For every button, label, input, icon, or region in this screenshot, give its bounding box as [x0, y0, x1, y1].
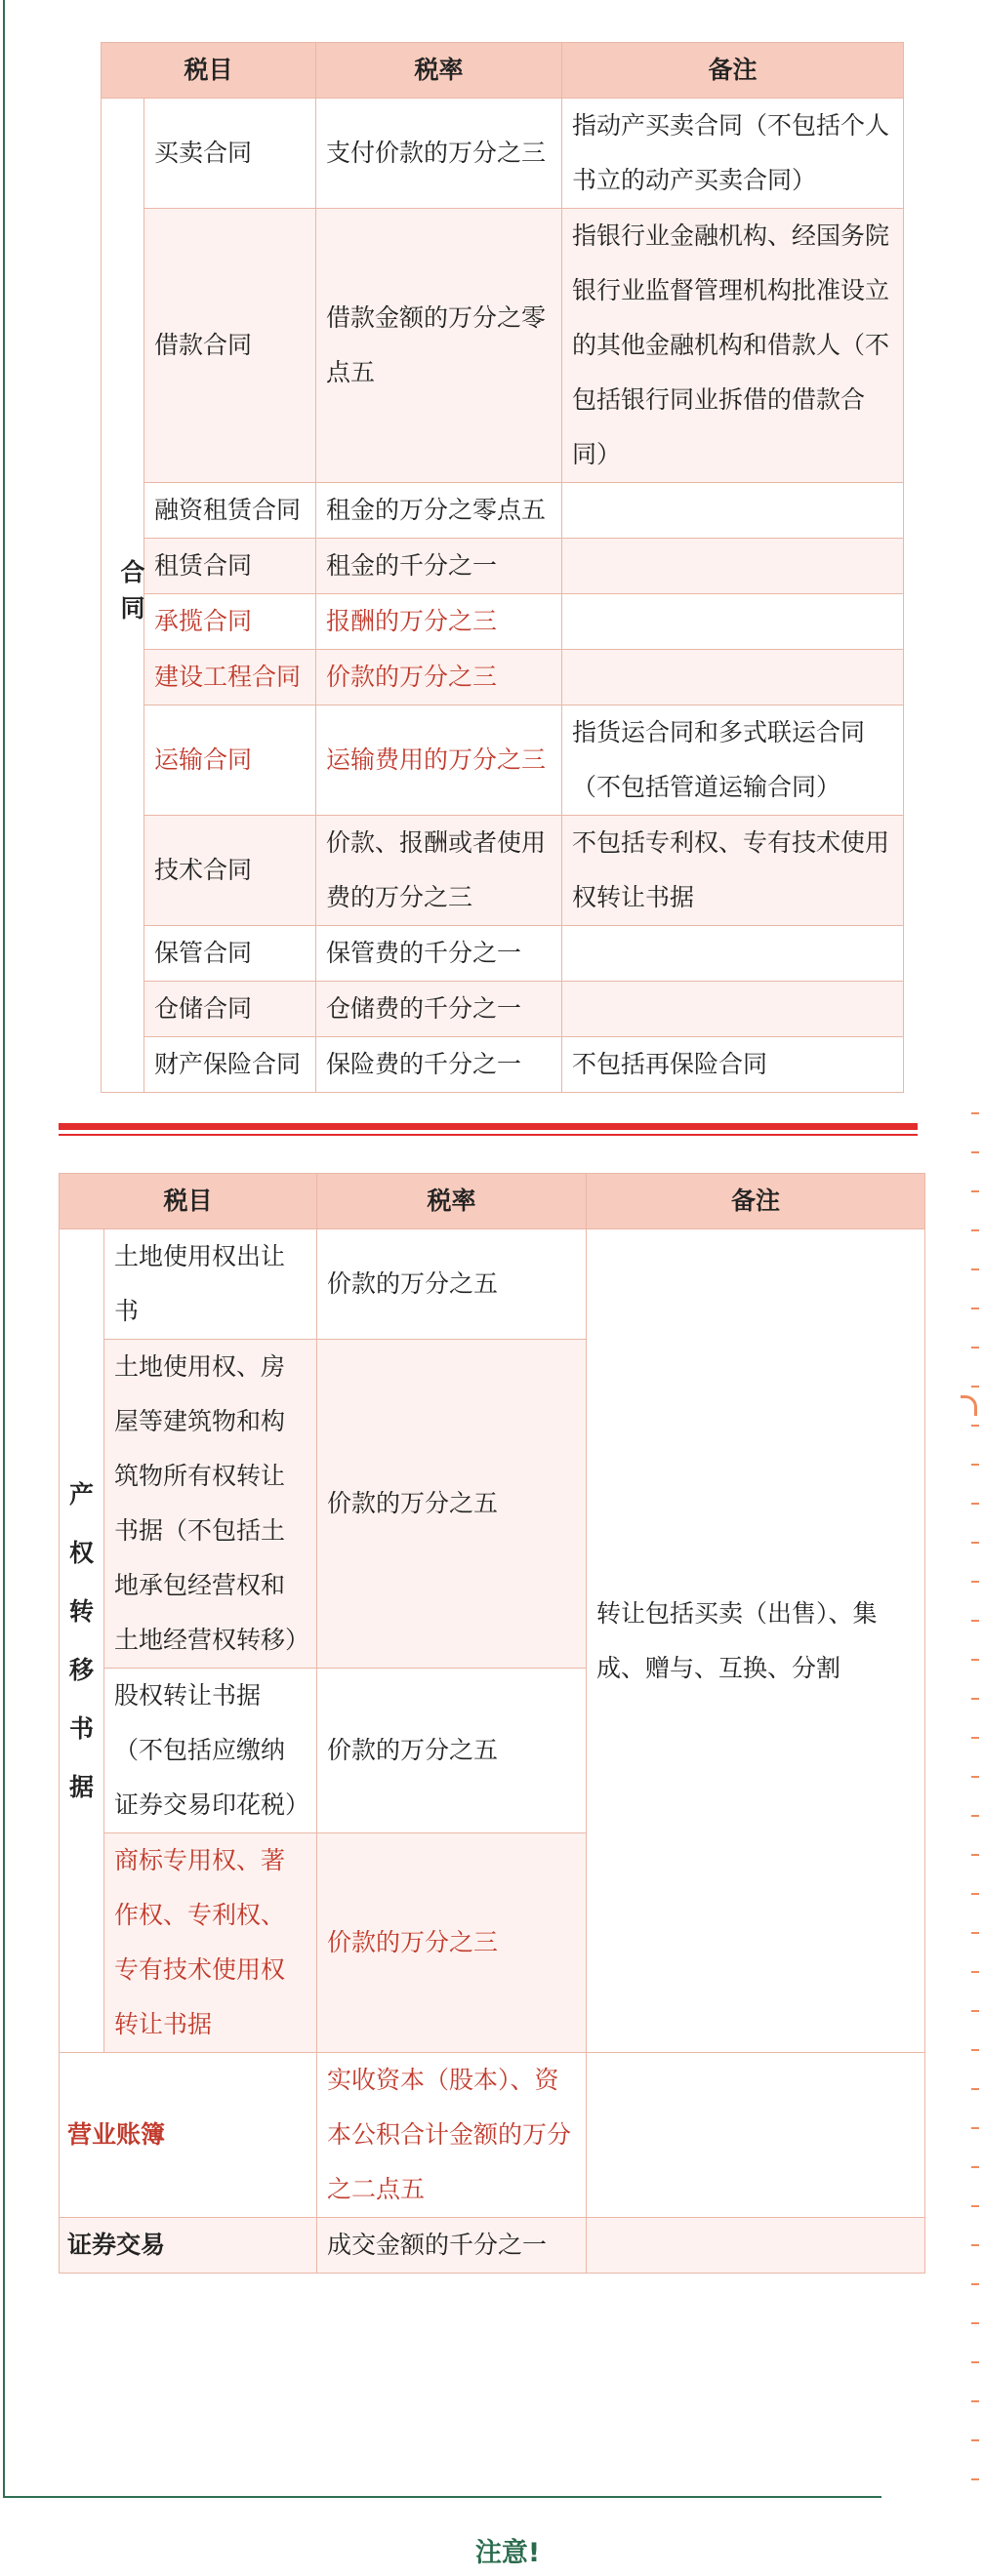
contract-tax-table — [101, 42, 904, 1093]
item-cell: 运输合同 — [144, 705, 316, 816]
edge-tick — [971, 2205, 979, 2207]
note-cell: 不包括再保险合同 — [562, 1037, 904, 1093]
table-row — [102, 982, 904, 1037]
frame-border-bottom — [3, 2496, 881, 2498]
section-separator-thin — [59, 1134, 918, 1136]
edge-tick — [971, 1503, 979, 1505]
edge-tick — [971, 1229, 979, 1231]
table-row — [60, 1229, 925, 1340]
category-contract — [102, 99, 144, 1093]
rate-cell: 价款的万分之三 — [316, 650, 562, 705]
table-row — [102, 483, 904, 539]
edge-tick — [971, 1620, 979, 1622]
rate-cell: 租金的千分之一 — [316, 539, 562, 594]
decorative-edge-ticks — [969, 1112, 979, 2576]
note-cell — [587, 2053, 925, 2218]
note-cell — [562, 650, 904, 705]
rate-cell: 租金的万分之零点五 — [316, 483, 562, 539]
table-row — [102, 209, 904, 483]
edge-tick — [971, 2010, 979, 2012]
edge-tick — [971, 1737, 979, 1739]
item-cell: 租赁合同 — [144, 539, 316, 594]
item-cell: 营业账簿 — [60, 2053, 317, 2218]
header-tax-item: 税目 — [102, 43, 316, 99]
note-cell: 指货运合同和多式联运合同（不包括管道运输合同） — [562, 705, 904, 816]
rate-cell: 保险费的千分之一 — [316, 1037, 562, 1093]
table-row — [60, 2218, 925, 2274]
table-row — [102, 816, 904, 926]
edge-tick — [971, 2361, 979, 2363]
rate-cell: 仓储费的千分之一 — [316, 982, 562, 1037]
category-char: 书 — [68, 1713, 94, 1743]
item-cell: 借款合同 — [144, 209, 316, 483]
edge-tick — [971, 1776, 979, 1778]
section-separator — [59, 1123, 918, 1130]
table-row — [60, 2053, 925, 2218]
transfer-tax-table — [59, 1173, 925, 2274]
item-cell: 土地使用权、房屋等建筑物和构筑物所有权转让书据（不包括土地承包经营权和土地经营权转移） — [104, 1340, 317, 1669]
table-header-row — [102, 43, 904, 99]
frame-border-left — [3, 0, 5, 2498]
rate-cell: 报酬的万分之三 — [316, 594, 562, 650]
note-cell — [562, 982, 904, 1037]
note-cell — [562, 539, 904, 594]
note-cell — [587, 2218, 925, 2274]
edge-tick — [971, 2400, 979, 2402]
edge-tick — [971, 1581, 979, 1583]
item-cell: 财产保险合同 — [144, 1037, 316, 1093]
edge-tick — [971, 1386, 979, 1388]
edge-tick — [971, 1347, 979, 1348]
table-row — [102, 705, 904, 816]
edge-tick — [971, 1464, 979, 1466]
item-cell: 融资租赁合同 — [144, 483, 316, 539]
rate-cell: 支付价款的万分之三 — [316, 99, 562, 209]
note-cell: 指动产买卖合同（不包括个人书立的动产买卖合同） — [562, 99, 904, 209]
table-header-row — [60, 1174, 925, 1229]
table-row — [102, 926, 904, 982]
note-cell — [562, 483, 904, 539]
edge-tick — [971, 1308, 979, 1309]
note-title: 注意! — [474, 2538, 541, 2568]
rate-cell: 成交金额的千分之一 — [317, 2218, 587, 2274]
table-row — [102, 99, 904, 209]
header-tax-item: 税目 — [60, 1174, 317, 1229]
edge-tick — [971, 1971, 979, 1973]
note-cell: 指银行业金融机构、经国务院银行业监督管理机构批准设立的其他金融机构和借款人（不包括银行同业拆借的借款合同） — [562, 209, 904, 483]
rate-cell: 保管费的千分之一 — [316, 926, 562, 982]
category-char: 权 — [68, 1538, 94, 1567]
header-tax-rate: 税率 — [316, 43, 562, 99]
item-cell: 建设工程合同 — [144, 650, 316, 705]
rate-cell: 价款的万分之五 — [317, 1229, 587, 1340]
edge-tick — [971, 2127, 979, 2129]
rate-cell: 运输费用的万分之三 — [316, 705, 562, 816]
edge-tick — [971, 1893, 979, 1895]
header-note: 备注 — [562, 43, 904, 99]
note-cell: 不包括专利权、专有技术使用权转让书据 — [562, 816, 904, 926]
category-char: 转 — [68, 1596, 94, 1626]
edge-tick — [971, 1542, 979, 1544]
item-cell: 技术合同 — [144, 816, 316, 926]
header-tax-rate: 税率 — [317, 1174, 587, 1229]
category-char: 据 — [68, 1772, 94, 1801]
rate-cell: 价款的万分之三 — [317, 1833, 587, 2053]
edge-tick — [971, 1112, 979, 1114]
edge-tick — [971, 1151, 979, 1153]
edge-tick — [971, 1659, 979, 1661]
edge-tick — [971, 2439, 979, 2441]
category-char: 移 — [68, 1655, 94, 1684]
item-cell: 土地使用权出让书 — [104, 1229, 317, 1340]
rate-cell: 价款的万分之五 — [317, 1669, 587, 1833]
edge-tick — [971, 1815, 979, 1817]
edge-tick — [971, 1190, 979, 1192]
edge-tick — [971, 1854, 979, 1856]
edge-tick — [971, 2088, 979, 2090]
item-cell: 承揽合同 — [144, 594, 316, 650]
item-cell: 证券交易 — [60, 2218, 317, 2274]
edge-tick — [971, 2322, 979, 2324]
note-cell — [562, 594, 904, 650]
item-cell: 保管合同 — [144, 926, 316, 982]
edge-tick — [971, 1698, 979, 1700]
shared-note-cell: 转让包括买卖（出售）、集成、赠与、互换、分割 — [587, 1229, 925, 2053]
note-cell — [562, 926, 904, 982]
item-cell: 买卖合同 — [144, 99, 316, 209]
table-row — [102, 650, 904, 705]
item-cell: 仓储合同 — [144, 982, 316, 1037]
category-char: 产 — [68, 1479, 94, 1509]
category-property-transfer — [60, 1229, 104, 2053]
edge-tick — [971, 1425, 979, 1427]
edge-tick — [971, 1268, 979, 1270]
header-note: 备注 — [587, 1174, 925, 1229]
rate-cell: 价款的万分之五 — [317, 1340, 587, 1669]
item-cell: 股权转让书据（不包括应缴纳证券交易印花税） — [104, 1669, 317, 1833]
table-row — [102, 594, 904, 650]
item-cell: 商标专用权、著作权、专利权、专有技术使用权转让书据 — [104, 1833, 317, 2053]
rate-cell: 实收资本（股本）、资本公积合计金额的万分之二点五 — [317, 2053, 587, 2218]
edge-tick — [971, 2166, 979, 2168]
table-row — [102, 1037, 904, 1093]
category-text: 合同 — [117, 559, 145, 631]
edge-tick — [971, 2244, 979, 2246]
edge-tick — [971, 1932, 979, 1934]
table-row — [102, 539, 904, 594]
rate-cell: 借款金额的万分之零点五 — [316, 209, 562, 483]
rate-cell: 价款、报酬或者使用费的万分之三 — [316, 816, 562, 926]
edge-tick — [971, 2049, 979, 2051]
edge-tick — [971, 2283, 979, 2285]
edge-tick — [971, 2478, 979, 2480]
